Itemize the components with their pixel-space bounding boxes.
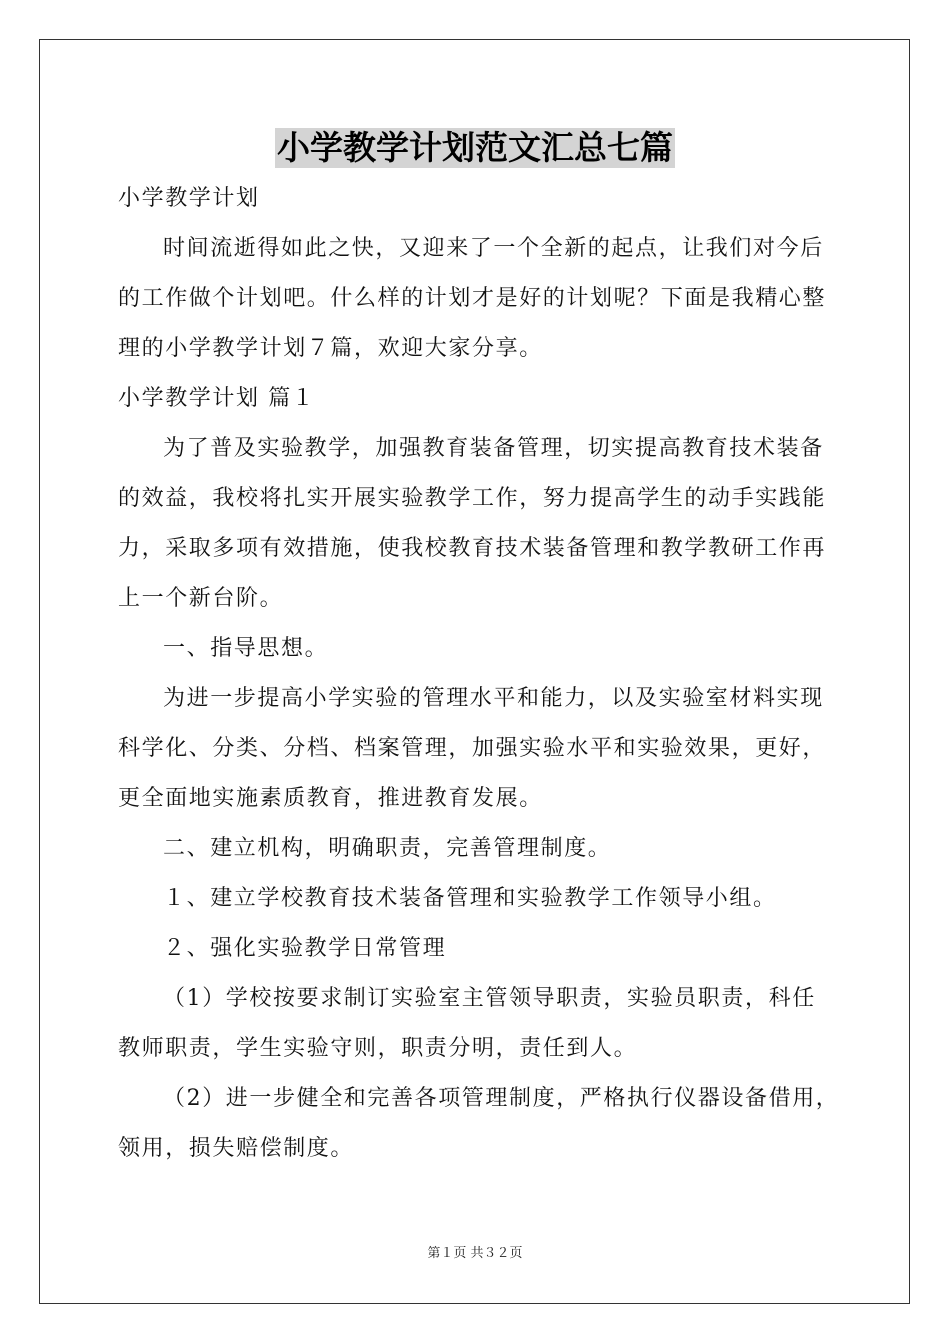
paragraph-line: 科学化、分类、分档、档案管理，加强实验水平和实验效果，更好， xyxy=(118,736,827,761)
document-title: 小学教学计划范文汇总七篇 xyxy=(277,128,673,167)
paragraph-line: 力，采取多项有效措施，使我校教育技术装备管理和教学教研工作再 xyxy=(118,536,827,561)
paragraph-line: 的工作做个计划吧。什么样的计划才是好的计划呢？下面是我精心整 xyxy=(118,286,827,311)
paragraph-line: 领用，损失赔偿制度。 xyxy=(118,1136,355,1161)
paragraph-line: 的效益，我校将扎实开展实验教学工作，努力提高学生的动手实践能 xyxy=(118,486,827,511)
paragraph-line: 上一个新台阶。 xyxy=(118,586,284,611)
section-heading: 小学教学计划 篇１ xyxy=(118,386,316,411)
paragraph-line: 时间流逝得如此之快，又迎来了一个全新的起点，让我们对今后 xyxy=(163,236,824,261)
list-item-line: １、建立学校教育技术装备管理和实验教学工作领导小组。 xyxy=(163,886,777,911)
page-border xyxy=(39,39,910,1304)
subheading-line: 二、建立机构，明确职责，完善管理制度。 xyxy=(163,836,612,861)
paragraph-line: 理的小学教学计划７篇，欢迎大家分享。 xyxy=(118,336,543,361)
list-item-line: ２、强化实验教学日常管理 xyxy=(163,936,447,961)
subheading-line: 一、指导思想。 xyxy=(163,636,329,661)
paragraph-line: 教师职责，学生实验守则，职责分明，责任到人。 xyxy=(118,1036,638,1061)
title-container xyxy=(0,128,950,168)
list-item-line: （2）进一步健全和完善各项管理制度，严格执行仪器设备借用， xyxy=(163,1086,840,1111)
paragraph-line: 为进一步提高小学实验的管理水平和能力，以及实验室材料实现 xyxy=(163,686,824,711)
page-footer: 第１页 共３２页 xyxy=(427,1246,523,1261)
paragraph-line: 更全面地实施素质教育，推进教育发展。 xyxy=(118,786,543,811)
paragraph-line: 为了普及实验教学，加强教育装备管理，切实提高教育技术装备 xyxy=(163,436,824,461)
section-heading: 小学教学计划 xyxy=(118,186,260,211)
list-item-line: （1）学校按要求制订实验室主管领导职责，实验员职责，科任 xyxy=(163,986,816,1011)
